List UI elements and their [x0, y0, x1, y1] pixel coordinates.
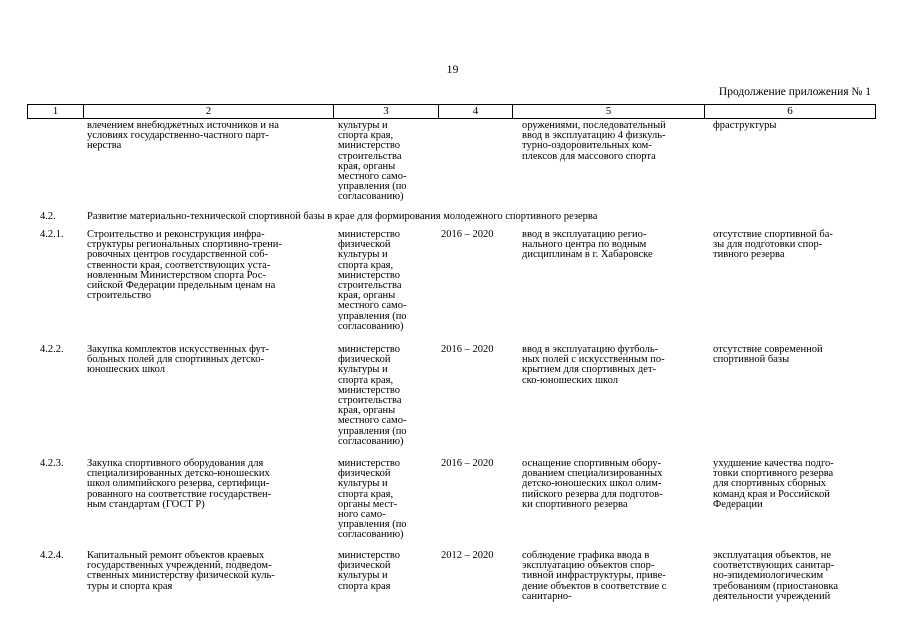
cell-consequence: эксплуатация объектов, не соответствующих санитар- но-эпидемиологическим требованиям (приостановка деятельности учреждений	[713, 550, 839, 602]
cell-action: Закупка спортивного оборудования для специализированных детско-юношеских школ олимпийского резерва, сертифици- рованного на соответствие государствен- ным стандартам (ГОСТ Р)	[87, 458, 272, 510]
cell-period: 2016 – 2020	[441, 344, 494, 355]
column-number-3: 3	[334, 105, 439, 119]
cell-number: 4.2.4.	[40, 550, 64, 561]
cell-consequence: ухудшение качества подго- товки спортивного резерва для спортивных сборных команд края и Российской Федерации	[713, 458, 834, 510]
continuation-label: Продолжение приложения № 1	[718, 86, 871, 98]
cell-number: 4.2.3.	[40, 458, 64, 469]
column-number-2: 2	[84, 105, 334, 119]
cell-executor: министерство физической культуры и спорта края, министерство строительства края, органы местного само- управления (по согласованию)	[338, 344, 407, 447]
cell-executor: культуры и спорта края, министерство строительства края, органы местного само- управления (по согласованию)	[338, 120, 407, 203]
cell-action: Строительство и реконструкция инфра- структуры региональных спортивно-трени- ровочных центров государственной соб- ственности края, соответствующих уста- новленным Министерством спорта Рос- сийской Федерации предельным ценам на строительство	[87, 229, 282, 302]
column-number-1: 1	[28, 105, 84, 119]
cell-executor: министерство физической культуры и спорта края, органы мест- ного само- управления (по согласованию)	[338, 458, 407, 541]
cell-consequence: отсутствие спортивной ба- зы для подготовки спор- тивного резерва	[713, 229, 833, 261]
cell-period: 2016 – 2020	[441, 229, 494, 240]
cell-result: ввод в эксплуатацию футболь- ных полей с искусственным по- крытием для спортивных дет- ско-юношеских школ	[522, 344, 665, 386]
section-number: 4.2.	[40, 211, 56, 222]
cell-executor: министерство физической культуры и спорта края, министерство строительства края, органы местного само- управления (по согласованию)	[338, 229, 407, 332]
cell-result: оснащение спортивным обору- дованием специализированных детско-юношеских школ олим- пийского резерва для подготов- ки спортивного резерва	[522, 458, 663, 510]
cell-consequence: отсутствие современной спортивной базы	[713, 344, 823, 366]
page-number: 19	[446, 62, 459, 76]
column-number-5: 5	[513, 105, 705, 119]
column-number-4: 4	[439, 105, 513, 119]
cell-result: оружениями, последовательный ввод в эксплуатацию 4 физкуль- турно-оздоровительных ком- плексов для массового спорта	[522, 120, 666, 162]
section-title: Развитие материально-технической спортивной базы в крае для формирования молодежного спортивного резерва	[87, 211, 598, 222]
cell-number: 4.2.1.	[40, 229, 64, 240]
cell-action: Капитальный ремонт объектов краевых государственных учреждений, подведом- ственных министерству физической куль- туры и спорта края	[87, 550, 275, 592]
cell-number: 4.2.2.	[40, 344, 64, 355]
column-number-header	[27, 104, 876, 119]
cell-result: соблюдение графика ввода в эксплуатацию объектов спор- тивной инфраструктуры, приве- дение объектов в соответствие с санитарно-	[522, 550, 667, 602]
column-number-6: 6	[705, 105, 876, 119]
cell-consequence: фраструктуры	[713, 120, 777, 131]
cell-executor: министерство физической культуры и спорта края	[338, 550, 401, 592]
cell-result: ввод в эксплуатацию регио- нального центра по водным дисциплинам в г. Хабаровске	[522, 229, 653, 261]
cell-period: 2016 – 2020	[441, 458, 494, 469]
cell-action: влечением внебюджетных источников и на условиях государственно-частного парт- нерства	[87, 120, 279, 152]
cell-action: Закупка комплектов искусственных фут- больных полей для спортивных детско- юношеских школ	[87, 344, 269, 376]
cell-period: 2012 – 2020	[441, 550, 494, 561]
